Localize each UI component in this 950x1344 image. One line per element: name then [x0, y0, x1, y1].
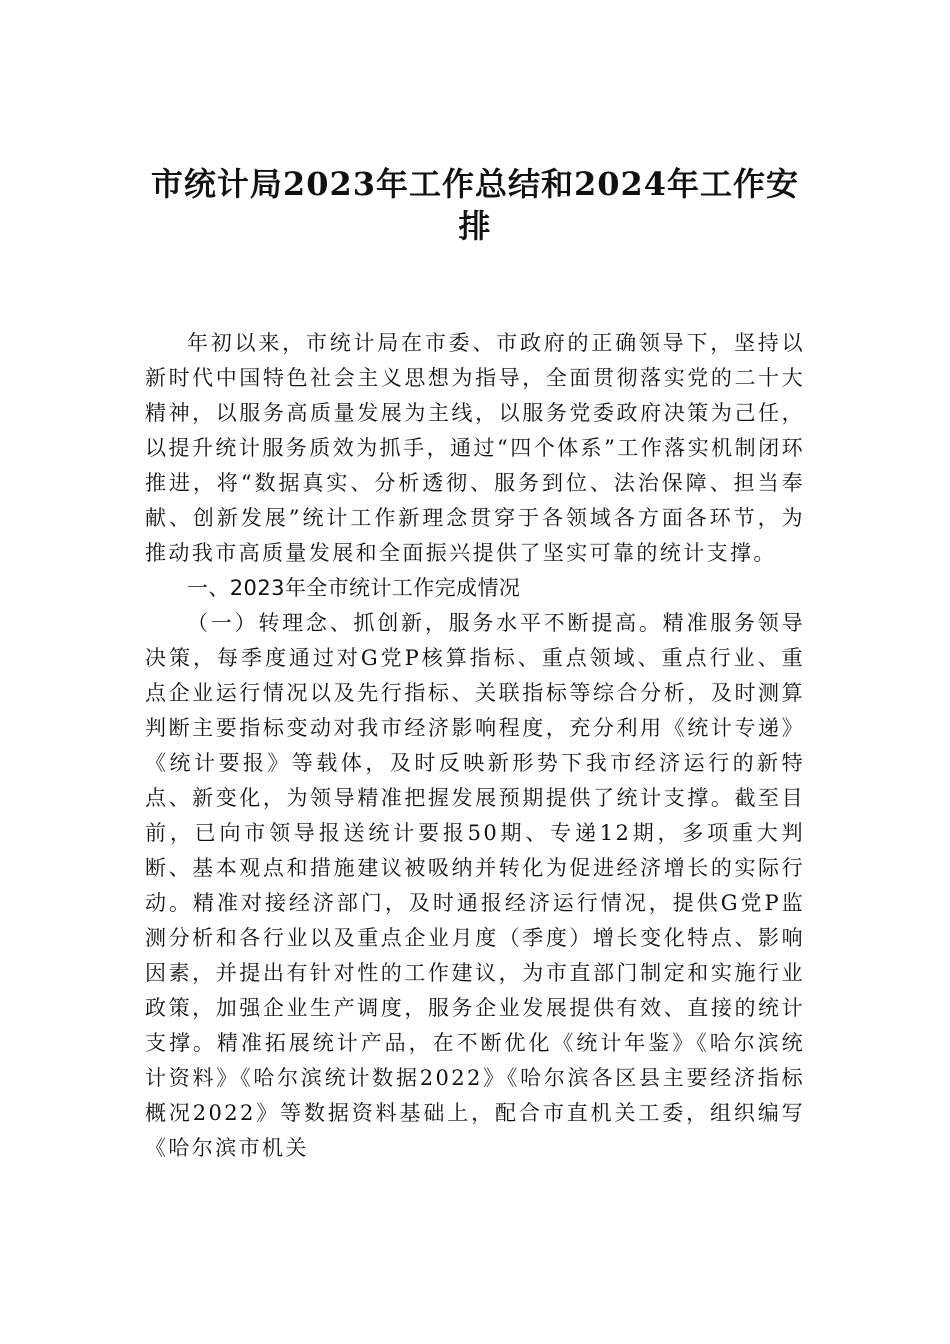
document-title-line2: 排	[458, 207, 492, 245]
intro-paragraph: 年初以来，市统计局在市委、市政府的正确领导下，坚持以新时代中国特色社会主义思想为指导，全面贯彻落实党的二十大精神，以服务高质量发展为主线，以服务党委政府决策为己任，以提升统计服务质效为抓手，通过“四个体系”工作落实机制闭环推进，将“数据真实、分析透彻、服务到位、法治保障、担当奉献、创新发展”统计工作新理念贯穿于各领域各方面各环节，为推动我市高质量发展和全面振兴提供了坚实可靠的统计支撑。	[145, 331, 805, 565]
section1-heading: 一、2023年全市统计工作完成情况	[187, 576, 521, 600]
document-title-line1: 市统计局2023年工作总结和2024年工作安	[150, 165, 800, 203]
section1-paragraph1: （一）转理念、抓创新，服务水平不断提高。精准服务领导决策，每季度通过对G党P核算指标、重点领域、重点行业、重点企业运行情况以及先行指标、关联指标等综合分析，及时测算判断主要指标变动对我市经济影响程度，充分利用《统计专递》《统计要报》等载体，及时反映新形势下我市经济运行的新特点、新变化，为领导精准把握发展预期提供了统计支撑。截至目前，已向市领导报送统计要报50期、专递12期，多项重大判断、基本观点和措施建议被吸纳并转化为促进经济增长的实际行动。精准对接经济部门，及时通报经济运行情况，提供G党P监测分析和各行业以及重点企业月度（季度）增长变化特点、影响因素，并提出有针对性的工作建议，为市直部门制定和实施行业政策，加强企业生产调度，服务企业发展提供有效、直接的统计支撑。精准拓展统计产品，在不断优化《统计年鉴》《哈尔滨统计资料》《哈尔滨统计数据2022》《哈尔滨各区县主要经济指标概况2022》等数据资料基础上，配合市直机关工委，组织编写《哈尔滨市机关	[145, 611, 805, 1160]
document-body	[145, 326, 805, 1166]
